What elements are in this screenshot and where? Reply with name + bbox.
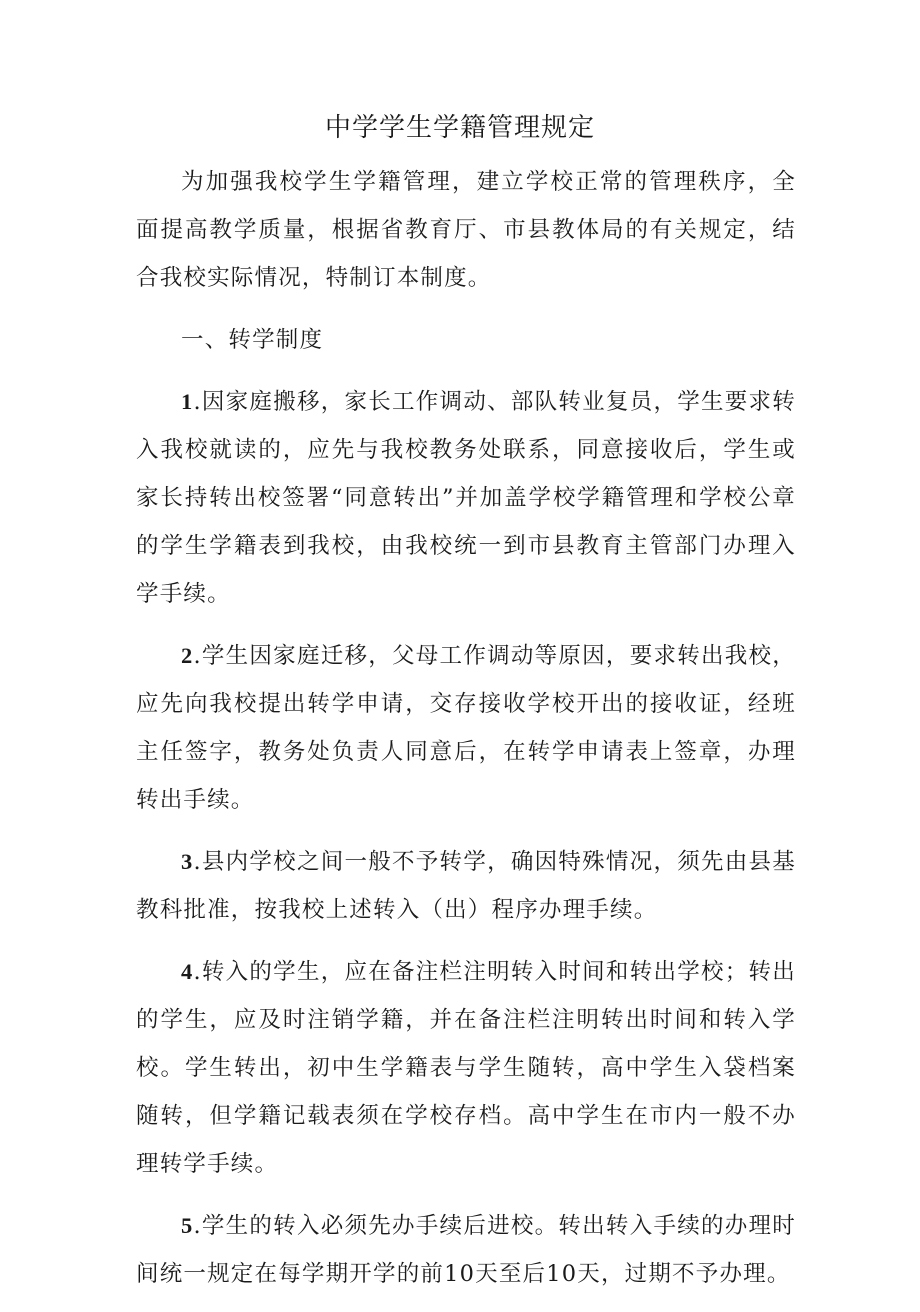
item-number: 2 bbox=[181, 643, 194, 668]
list-item bbox=[136, 378, 796, 618]
list-item bbox=[136, 948, 796, 1188]
item-number: 1 bbox=[181, 389, 194, 414]
item-number: 5 bbox=[181, 1213, 194, 1238]
list-item bbox=[136, 632, 796, 824]
list-item bbox=[136, 1202, 796, 1298]
document-title: 中学学生学籍管理规定 bbox=[324, 113, 595, 143]
item-number: 4 bbox=[181, 959, 194, 984]
item-number: 3 bbox=[181, 849, 194, 874]
section-heading-transfer: 一、转学制度 bbox=[181, 327, 324, 353]
item-text: .学生因家庭迁移，父母工作调动等原因，要求转出我校，应先向我校提出转学申请，交存接收学校开出的接收证，经班主任签字，教务处负责人同意后，在转学申请表上签章，办理转出手续。 bbox=[136, 643, 796, 813]
item-text: .县内学校之间一般不予转学，确因特殊情况，须先由县基教科批准，按我校上述转入（出）程序办理手续。 bbox=[136, 849, 796, 923]
item-text: .转入的学生，应在备注栏注明转入时间和转出学校；转出的学生，应及时注销学籍，并在备注栏注明转出时间和转入学校。学生转出，初中生学籍表与学生随转，高中学生入袋档案随转，但学籍记载表须在学校存档。高中学生在市内一般不办理转学手续。 bbox=[136, 959, 796, 1177]
item-text: .学生的转入必须先办手续后进校。转出转入手续的办理时间统一规定在每学期开学的前10天至后10天，过期不予办理。 bbox=[136, 1213, 796, 1287]
intro-paragraph: 为加强我校学生学籍管理，建立学校正常的管理秩序，全面提高教学质量，根据省教育厅、市县教体局的有关规定，结合我校实际情况，特制订本制度。 bbox=[136, 169, 796, 291]
list-item bbox=[136, 838, 796, 934]
item-text: .因家庭搬移，家长工作调动、部队转业复员，学生要求转入我校就读的，应先与我校教务处联系，同意接收后，学生或家长持转出校签署“同意转出”并加盖学校学籍管理和学校公章的学生学籍表到我校，由我校统一到市县教育主管部门办理入学手续。 bbox=[136, 389, 796, 607]
document-body bbox=[136, 158, 796, 1312]
